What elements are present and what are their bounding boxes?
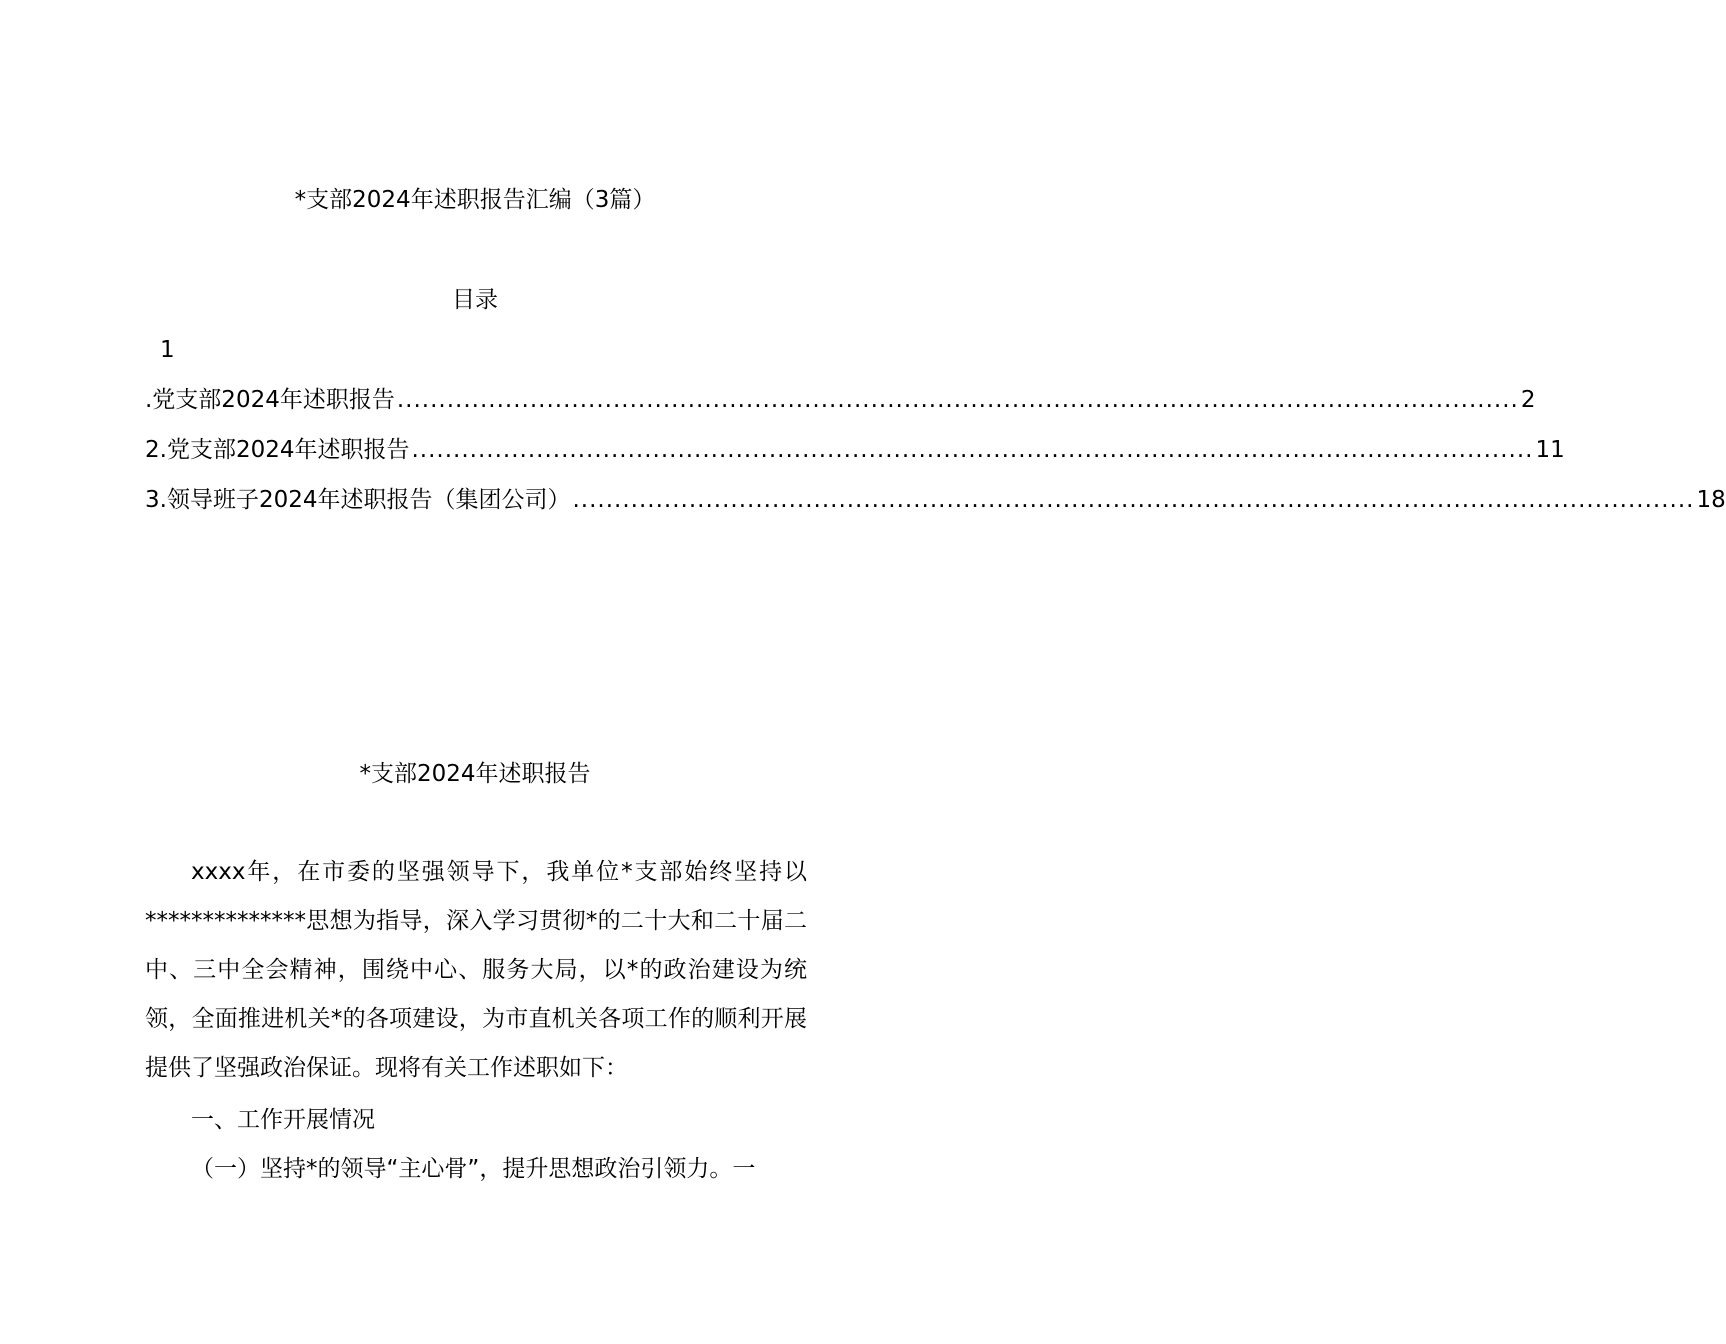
toc-heading: 目录 bbox=[452, 287, 498, 313]
toc-entry-title: 3.领导班子2024年述职报告（集团公司） bbox=[145, 487, 571, 513]
section-heading: 一、工作开展情况 bbox=[191, 1107, 375, 1133]
toc-entry-page: 18 bbox=[1696, 487, 1726, 513]
toc-leader-dots: ....................................................................................................................................... bbox=[411, 437, 1534, 463]
toc-stray-number: 1 bbox=[160, 337, 175, 363]
toc-entry[interactable] bbox=[145, 484, 1726, 516]
toc-entry[interactable] bbox=[145, 384, 1536, 416]
document-title: *支部2024年述职报告汇编（3篇） bbox=[294, 187, 656, 213]
report-intro-paragraph: xxxx年，在市委的坚强领导下，我单位*支部始终坚持以**************思想为指导，深入学习贯彻*的二十大和二十届二中、三中全会精神，围绕中心、服务大局，以*的政治建设为统领，全面推进机关*的各项建设，为市直机关各项工作的顺利开展提供了坚强政治保证。现将有关工作述职如下： bbox=[145, 859, 807, 1081]
subsection-paragraph: （一）坚持*的领导“主心骨”，提升思想政治引领力。一 bbox=[191, 1156, 756, 1182]
toc-leader-dots: ....................................................................................................................................... bbox=[572, 487, 1695, 513]
toc-entry[interactable] bbox=[145, 434, 1565, 466]
report-title: *支部2024年述职报告 bbox=[359, 761, 591, 787]
toc-entry-page: 11 bbox=[1535, 437, 1565, 463]
toc-entry-title: .党支部2024年述职报告 bbox=[145, 387, 395, 413]
toc-entry-page: 2 bbox=[1520, 387, 1536, 413]
toc-leader-dots: ....................................................................................................................................... bbox=[396, 387, 1519, 413]
toc-entry-title: 2.党支部2024年述职报告 bbox=[145, 437, 410, 463]
